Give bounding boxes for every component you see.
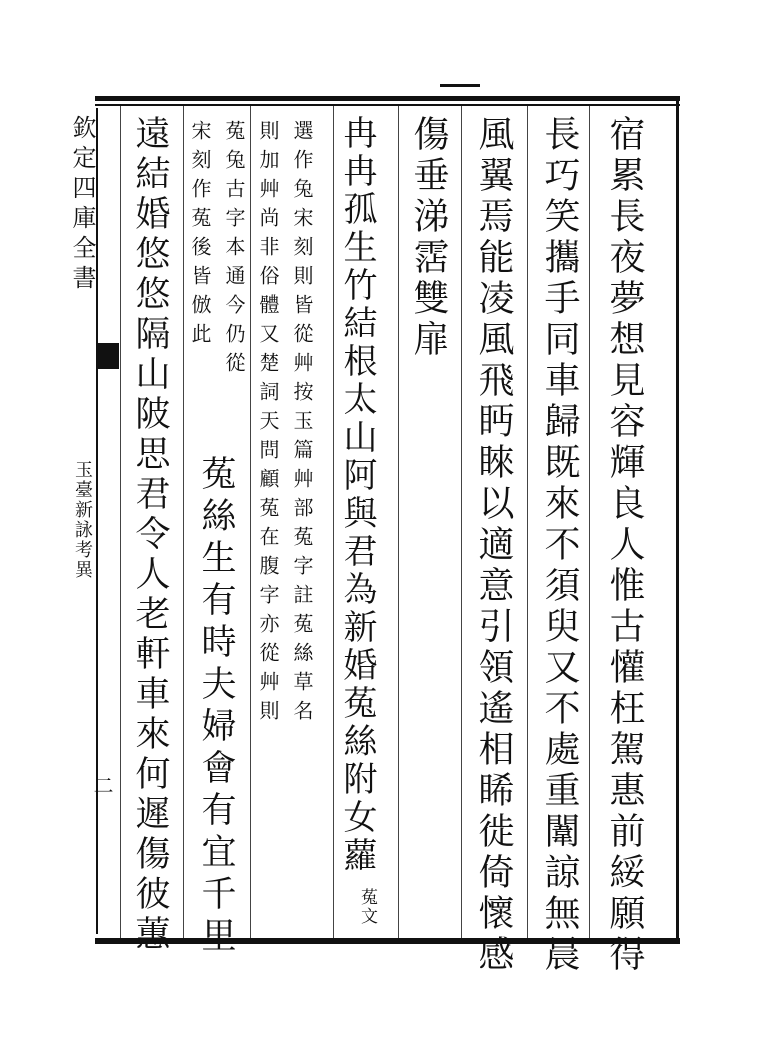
fold-line bbox=[96, 108, 98, 934]
column-divider bbox=[398, 106, 399, 938]
fold-title: 欽定四庫全書 bbox=[68, 115, 96, 295]
note-column-2: 則加艸尚非俗體又楚詞天問顧菟在腹字亦從艸則 bbox=[256, 120, 280, 729]
text-column-3: 風翼焉能凌風飛眄睞以適意引領遙相睎徙倚懷感 bbox=[473, 115, 514, 976]
column-divider bbox=[461, 106, 462, 938]
top-mark bbox=[440, 84, 480, 87]
text-column-1: 宿累長夜夢想見容輝良人惟古懽枉駕惠前綏願得 bbox=[604, 115, 645, 976]
note-column-4: 宋刻作菟後皆倣此 bbox=[188, 120, 212, 352]
column-divider bbox=[589, 106, 590, 938]
fold-book-title: 玉臺新詠考異 bbox=[72, 460, 93, 580]
note-column-3: 菟兔古字本通今仍從 bbox=[222, 120, 246, 381]
column-divider bbox=[183, 106, 184, 938]
column-divider bbox=[333, 106, 334, 938]
text-column-6: 菟絲生有時夫婦會有宜千里 bbox=[196, 455, 236, 959]
bottom-border bbox=[95, 938, 680, 944]
column-divider bbox=[527, 106, 528, 938]
column-divider bbox=[250, 106, 251, 938]
fold-page-number: 二 bbox=[90, 775, 114, 795]
text-column-5: 冉冉孤生竹結根太山阿與君為新婚菟絲附女蘿 bbox=[337, 115, 377, 875]
right-border bbox=[676, 96, 679, 942]
text-column-4: 傷垂涕霑雙扉 bbox=[408, 115, 449, 361]
text-column-5-note: 菟文 bbox=[357, 888, 377, 926]
top-border bbox=[95, 96, 680, 101]
note-column-1: 選作兔宋刻則皆從艸按玉篇艸部菟字註菟絲草名 bbox=[290, 120, 314, 729]
column-divider bbox=[120, 106, 121, 938]
fold-fishtail bbox=[97, 343, 119, 369]
text-column-7: 遠結婚悠悠隔山陂思君令人老軒車來何遲傷彼蕙 bbox=[130, 115, 170, 955]
text-column-2: 長巧笑攜手同車歸既來不須臾又不處重闈諒無晨 bbox=[539, 115, 580, 976]
